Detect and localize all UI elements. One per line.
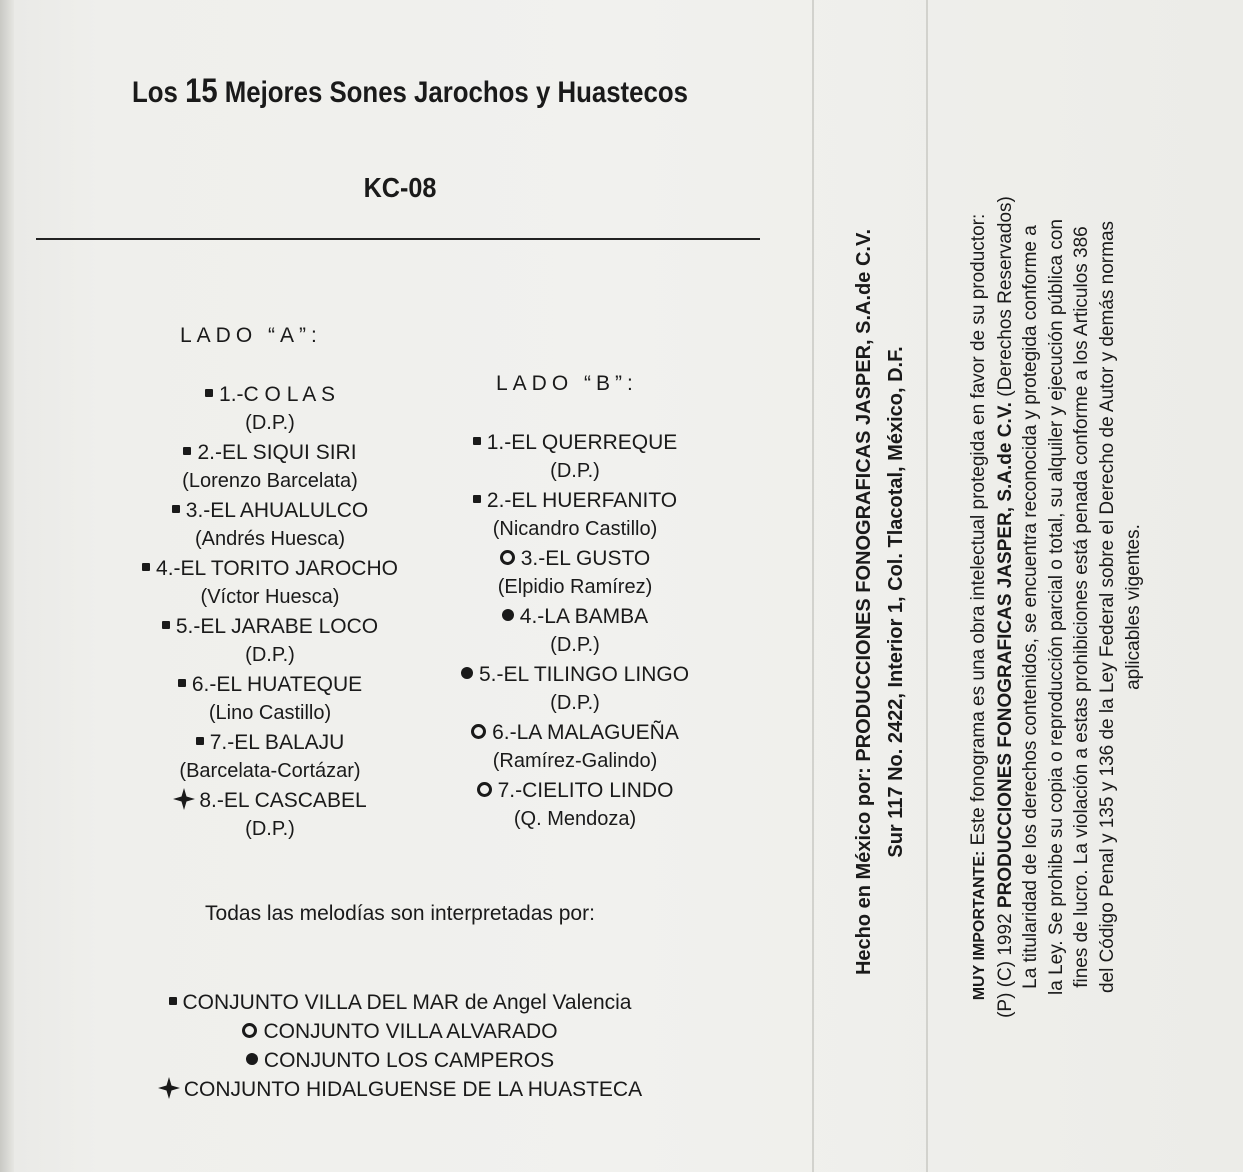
dot-bullet-icon [246, 1053, 258, 1065]
track-author: (Víctor Huesca) [200, 586, 340, 608]
legal-label: MUY IMPORTANTE: [971, 850, 988, 1001]
track-title-text: 6.-EL HUATEQUE [191, 673, 363, 696]
track-title [410, 602, 740, 631]
manufacturer-block [848, 152, 912, 1052]
ensemble-name: CONJUNTO VILLA DEL MAR de Angel Valencia [182, 991, 632, 1014]
manufacturer-name: PRODUCCIONES FONOGRAFICAS JASPER, S.A.de C.V. [853, 228, 875, 762]
legal-company: PRODUCCIONES FONOGRAFICAS JASPER, S.A.de C.V. [994, 402, 1016, 909]
track-author: (D.P.) [245, 644, 295, 666]
track-title-text: 3.-EL AHUALULCO [185, 499, 369, 522]
track-title [410, 718, 740, 747]
side-b-tracklist [410, 428, 740, 834]
ensemble-name: CONJUNTO VILLA ALVARADO [263, 1020, 558, 1043]
track-author: (Elpidio Ramírez) [497, 576, 653, 598]
track-title-text: 2.-EL HUERFANITO [486, 489, 678, 512]
track-title-text: 1.-C O L A S [219, 383, 335, 406]
track-title [90, 612, 450, 641]
manufacturer-line-1 [848, 152, 880, 1052]
track-title [90, 438, 450, 467]
square-bullet-icon [172, 505, 180, 513]
square-bullet-icon [162, 621, 170, 629]
track-title-text: 4.-LA BAMBA [519, 605, 649, 628]
track-title [90, 728, 450, 757]
track-title [410, 428, 740, 457]
legal-line-1 [966, 62, 993, 1152]
legal-line-7: aplicables vigentes. [1122, 524, 1144, 690]
card-edge-shadow [0, 0, 14, 1172]
track-author: (D.P.) [245, 412, 295, 434]
ring-bullet-icon [242, 1023, 257, 1038]
ensemble-item [40, 1075, 760, 1104]
track-title-text: 2.-EL SIQUI SIRI [197, 441, 357, 464]
track-author: (Lorenzo Barcelata) [182, 470, 358, 492]
legal-line-3: La titularidad de los derechos contenidos, se encuentra reconocida y protegida conforme a [1020, 225, 1042, 989]
track-author: (Ramírez-Galindo) [492, 750, 658, 772]
track-title [90, 496, 450, 525]
ensemble-name: CONJUNTO LOS CAMPEROS [263, 1049, 555, 1072]
track-title-text: 8.-EL CASCABEL [199, 789, 367, 812]
track-title [90, 380, 450, 409]
side-a-heading: LADO “A”: [180, 324, 322, 347]
track-title [90, 554, 450, 583]
ensemble-name: CONJUNTO HIDALGUENSE DE LA HUASTECA [183, 1078, 643, 1101]
ring-bullet-icon [500, 550, 515, 565]
square-bullet-icon [205, 389, 213, 397]
title-prefix: Los [132, 76, 178, 109]
manufacturer-address: Sur 117 No. 2422, Interior 1, Col. Tlacotal, México, D.F. [885, 346, 907, 858]
ring-bullet-icon [477, 782, 492, 797]
square-bullet-icon [142, 563, 150, 571]
ensemble-item [40, 1046, 760, 1075]
legal-line-6: del Código Penal y 135 y 136 de la Ley Federal sobre el Derecho de Autor y demás normas [1096, 220, 1118, 994]
track-title [90, 670, 450, 699]
side-b-heading: LADO “B”: [496, 372, 638, 395]
square-bullet-icon [183, 447, 191, 455]
star-bullet-icon [173, 788, 195, 810]
track-title-text: 1.-EL QUERREQUE [486, 431, 678, 454]
track-author: (D.P.) [550, 460, 600, 482]
track-title-text: 4.-EL TORITO JAROCHO [156, 557, 398, 580]
square-bullet-icon [473, 437, 481, 445]
track-title [410, 486, 740, 515]
fold-line [926, 0, 928, 1172]
track-author: (Andrés Huesca) [194, 528, 346, 550]
track-title [410, 776, 740, 805]
legal-copyright: (P) (C) 1992 [994, 913, 1016, 1018]
track-author: (Nicandro Castillo) [492, 518, 658, 540]
square-bullet-icon [473, 495, 481, 503]
legal-notice [966, 62, 1146, 1152]
legal-line-4: la Ley. Se prohibe su copia o reproducción parcial o total, su alquiler y ejecución pública con [1045, 219, 1067, 995]
ring-bullet-icon [471, 724, 486, 739]
track-title-text: 5.-EL TILINGO LINGO [478, 663, 690, 686]
track-author: (D.P.) [550, 692, 600, 714]
track-author: (Q. Mendoza) [513, 808, 637, 830]
track-title-text: 7.-CIELITO LINDO [497, 779, 674, 802]
square-bullet-icon [169, 997, 177, 1005]
track-author: (D.P.) [245, 818, 295, 840]
square-bullet-icon [196, 737, 204, 745]
ensemble-list [40, 988, 760, 1104]
dot-bullet-icon [461, 667, 473, 679]
title-number: 15 [185, 72, 218, 110]
title-suffix: Mejores Sones Jarochos y Huastecos [224, 76, 688, 109]
dot-bullet-icon [502, 609, 514, 621]
side-a-tracklist [90, 380, 450, 844]
divider-rule [36, 238, 760, 240]
performers-intro: Todas las melodías son interpretadas por: [205, 902, 595, 925]
track-title-text: 5.-EL JARABE LOCO [175, 615, 379, 638]
track-title-text: 6.-LA MALAGUEÑA [492, 721, 679, 744]
ensemble-item [40, 1017, 760, 1046]
square-bullet-icon [178, 679, 186, 687]
legal-line-5: fines de lucro. La violación a estas prohibiciones está penada conforme a los Articulos 386 [1071, 226, 1093, 988]
legal-text-1: Este fonograma es una obra intelectual protegida en favor de su productor: [968, 213, 989, 846]
track-author: (Lino Castillo) [208, 702, 332, 724]
album-title [109, 72, 711, 111]
track-title-text: 7.-EL BALAJU [209, 731, 345, 754]
track-title [90, 786, 450, 815]
fold-line [812, 0, 814, 1172]
legal-rights: (Derechos Reservados) [994, 196, 1016, 397]
track-title [410, 660, 740, 689]
manufacturer-prefix: Hecho en México por: [853, 767, 875, 976]
star-bullet-icon [158, 1077, 180, 1099]
legal-line-2 [993, 62, 1019, 1152]
ensemble-item [40, 988, 760, 1017]
track-author: (D.P.) [550, 634, 600, 656]
track-title [410, 544, 740, 573]
catalog-code: KC-08 [363, 172, 437, 203]
track-title-text: 3.-EL GUSTO [520, 547, 651, 570]
track-author: (Barcelata-Cortázar) [179, 760, 361, 782]
